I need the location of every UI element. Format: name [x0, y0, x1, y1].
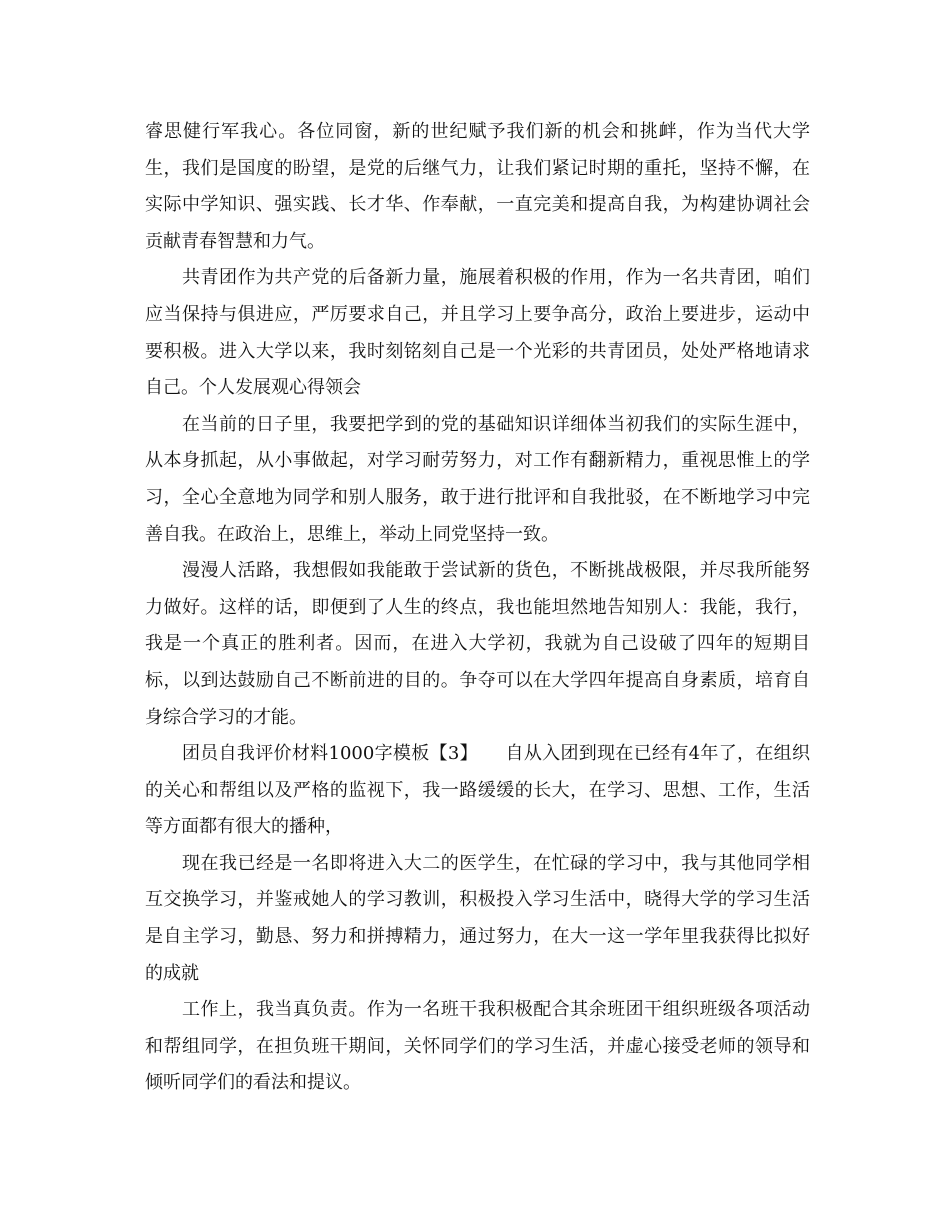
paragraph: 工作上，我当真负责。作为一名班干我积极配合其余班团干组织班级各项活动和帮组同学，在担负班干期间，关怀同学们的学习生活，并虚心接受老师的领导和倾听同学们的看法和提议。	[145, 999, 810, 1094]
document-body	[145, 114, 810, 1102]
paragraph: 漫漫人活路，我想假如我能敢于尝试新的货色，不断挑战极限，并尽我所能努力做好。这样的话，即便到了人生的终点，我也能坦然地告知别人：我能，我行，我是一个真正的胜利者。因而，在进入大学初，我就为自己设破了四年的短期目标，以到达鼓励自己不断前进的目的。争夺可以在大学四年提高自身素质，培育自身综合学习的才能。	[145, 560, 810, 728]
paragraph: 在当前的日子里，我要把学到的党的基础知识详细体当初我们的实际生涯中，从本身抓起，从小事做起，对学习耐劳努力，对工作有翻新精力，重视思惟上的学习，全心全意地为同学和别人服务，敢于进行批评和自我批驳，在不断地学习中完善自我。在政治上，思维上，举动上同党坚持一致。	[145, 413, 810, 545]
paragraph: 共青团作为共产党的后备新力量，施展着积极的作用，作为一名共青团，咱们应当保持与俱进应，严厉要求自己，并且学习上要争高分，政治上要进步，运动中要积极。进入大学以来，我时刻铭刻自己是一个光彩的共青团员，处处严格地请求自己。个人发展观心得领会	[145, 267, 810, 399]
paragraph: 现在我已经是一名即将进入大二的医学生，在忙碌的学习中，我与其他同学相互交换学习，并鉴戒她人的学习教训，积极投入学习生活中，晓得大学的学习生活是自主学习，勤恳、努力和拼搏精力，通过努力，在大一这一学年里我获得比拟好的成就	[145, 852, 810, 984]
paragraph-section-heading: 团员自我评价材料1000字模板【3】 自从入团到现在已经有4年了，在组织的关心和帮组以及严格的监视下，我一路缓缓的长大，在学习、思想、工作，生活等方面都有很大的播种，	[145, 743, 810, 838]
paragraph-continuation: 睿思健行军我心。各位同窗，新的世纪赋予我们新的机会和挑衅，作为当代大学生，我们是国度的盼望，是党的后继气力，让我们紧记时期的重托，坚持不懈，在实际中学知识、强实践、长才华、作奉献，一直完美和提高自我，为构建协调社会贡献青春智慧和力气。	[145, 121, 810, 252]
